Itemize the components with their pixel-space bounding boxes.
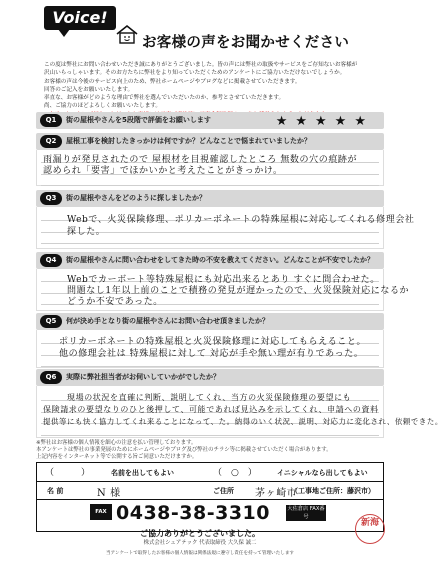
answer-line: どうか不安であった。 xyxy=(67,297,163,307)
intro-line: 沢山いらっしゃいます。そのお方たちに弊社をより知っていただくためのアンケートにご協力いただけないでしょうか。 xyxy=(44,70,346,77)
address-label: ご住所 xyxy=(213,487,234,495)
answer-line: 保険請求の要望なりのひと後押して、可能であれば見込みを示してくれ、申請への資料 xyxy=(43,405,379,414)
answer-line: ポリカーボネートの特殊屋根と火災保険修理に対応してもらえること。 xyxy=(59,337,367,347)
footnote-line: 本アンケートは弊社の事業発展のためにホームページやブログ及び弊社のチラシ等に掲載させていただく場合があります。 xyxy=(36,447,332,453)
star-rating: ★★★★★ xyxy=(275,114,374,129)
answer-line: 現場の状況を直確に判断、説明してくれ、当方の火災保険修理の要望にも xyxy=(67,393,352,402)
intro-line: 率直な、お客様がどのような理由で弊社を選んでいただいたのか、参考とさせていただきます。 xyxy=(44,95,285,102)
name-label: 名 前 xyxy=(47,487,64,495)
initial-consent-checkbox[interactable]: （ ○ ） xyxy=(213,468,257,478)
name-value: N 様 xyxy=(97,488,121,499)
answer-line: 雨漏りが発見されたので 屋根材を目視確認したところ 無数の穴の痕跡が xyxy=(43,155,358,165)
hanko-stamp: 新海 xyxy=(355,514,385,544)
question-row-q2 xyxy=(36,133,384,150)
fax-block xyxy=(90,502,330,524)
question-badge: Q2 xyxy=(40,135,62,148)
question-text: 街の屋根やさんをどのように探しましたか？ xyxy=(66,194,206,202)
initial-consent-label: イニシャルなら出してもよい xyxy=(277,469,368,477)
answer-area-q3 xyxy=(36,207,415,249)
intro-text xyxy=(44,61,374,119)
company-line: 株式会社シェアテック 代表取締役 大久保 誠二 xyxy=(143,540,257,546)
voice-badge: Voice! xyxy=(44,6,116,30)
answer-line: Webで、火災保険修理、ポリカーボネートの特殊屋根に対応してくれる修理会社 xyxy=(67,215,415,225)
question-text: 屋根工事を検討したきっかけは何ですか？どんなことで悩まれていましたか？ xyxy=(66,137,311,145)
answer-area-q2 xyxy=(36,150,384,186)
intro-line: お客様の声は今後のサービス向上のため、弊社ホームページやブログなどに掲載させていただきます。 xyxy=(44,78,301,85)
footnote-line: ※弊社はお客様の個人情報を細心の注意を払い管理しております。 xyxy=(36,440,197,446)
intro-line: 尚、ご協力のほどよろしくお願いいたします。 xyxy=(44,103,162,110)
house-icon xyxy=(116,24,138,44)
answer-area-q6 xyxy=(36,386,443,438)
intro-line: 回答のご記入をお願いいたします。 xyxy=(44,86,134,93)
question-text: 街の屋根やさんに問い合わせをしてきた時の不安を教えてください。どんなことが不安でしたか？ xyxy=(66,256,374,264)
answer-line: 提供等にも快く協力してくれ来ることになって、た。納得のいく状況、説明、対応力に変化され、依頼できた。 xyxy=(43,417,443,426)
answer-line: 問題なし1年以上前のことで積務の発見が遅かったので、火災保険対応になるか xyxy=(67,286,410,296)
answer-line: 他の修理会社は 特殊屋根に対して 対応が手や無い理が有りであった。 xyxy=(59,349,364,359)
privacy-footnote xyxy=(36,440,384,461)
question-row-q6 xyxy=(36,369,384,386)
question-badge: Q5 xyxy=(40,315,62,328)
answer-line: 探した。 xyxy=(67,227,106,237)
question-text: 街の屋根やさんを5段階で評価をお願いします xyxy=(66,116,211,124)
answer-line: 認められ「要害」でほかいかと考えたことがきっかけ。 xyxy=(43,166,283,176)
intro-line: この度は弊社にお問い合わせいただき誠にありがとうございました。皆の声には弊社の取扱やサービスをご存知ないお客様が xyxy=(44,62,358,68)
fax-label: 大佐倉店 FAX番号 xyxy=(287,506,325,520)
footnote-line: 上記内容をインターネット等で公開する旨ご同意いただけますか。 xyxy=(36,454,198,460)
address-value: 茅ヶ崎市 xyxy=(255,488,298,499)
name-consent-label: 名前を出してもよい xyxy=(111,469,174,477)
fax-number: 0438-38-3310 xyxy=(116,502,270,524)
thanks-title: ご協力ありがとうございました。 xyxy=(140,529,260,538)
question-text: 何が決め手となり街の屋根やさんにお問い合わせ頂きましたか？ xyxy=(66,317,269,325)
question-badge: Q6 xyxy=(40,371,62,384)
question-badge: Q3 xyxy=(40,192,62,205)
question-badge: Q1 xyxy=(40,114,62,127)
question-text: 実際に弊社担当者がお伺いしていかがでしたか？ xyxy=(66,373,220,381)
fax-icon: FAX xyxy=(90,504,112,520)
answer-area-q4 xyxy=(36,269,410,311)
page-title: お客様の声をお聞かせください xyxy=(142,35,350,51)
answer-area-q5 xyxy=(36,330,384,368)
question-badge: Q4 xyxy=(40,254,62,267)
question-row-q4 xyxy=(36,252,384,269)
question-row-q3 xyxy=(36,190,384,207)
answer-line: Webでカーボート等特殊屋根にも対応出来るとあり すぐに問合わせた。 xyxy=(67,275,380,285)
worksite-address: （工事地ご住所：藤沢市） xyxy=(291,487,375,495)
privacy-note: 当アンケートで取得したお客様の個人情報は関係法規に遵守し責任を持って管理いたします xyxy=(105,551,295,556)
name-consent-checkbox[interactable]: （ ） xyxy=(45,468,91,478)
question-row-q1 xyxy=(36,112,384,129)
question-row-q5 xyxy=(36,313,384,330)
